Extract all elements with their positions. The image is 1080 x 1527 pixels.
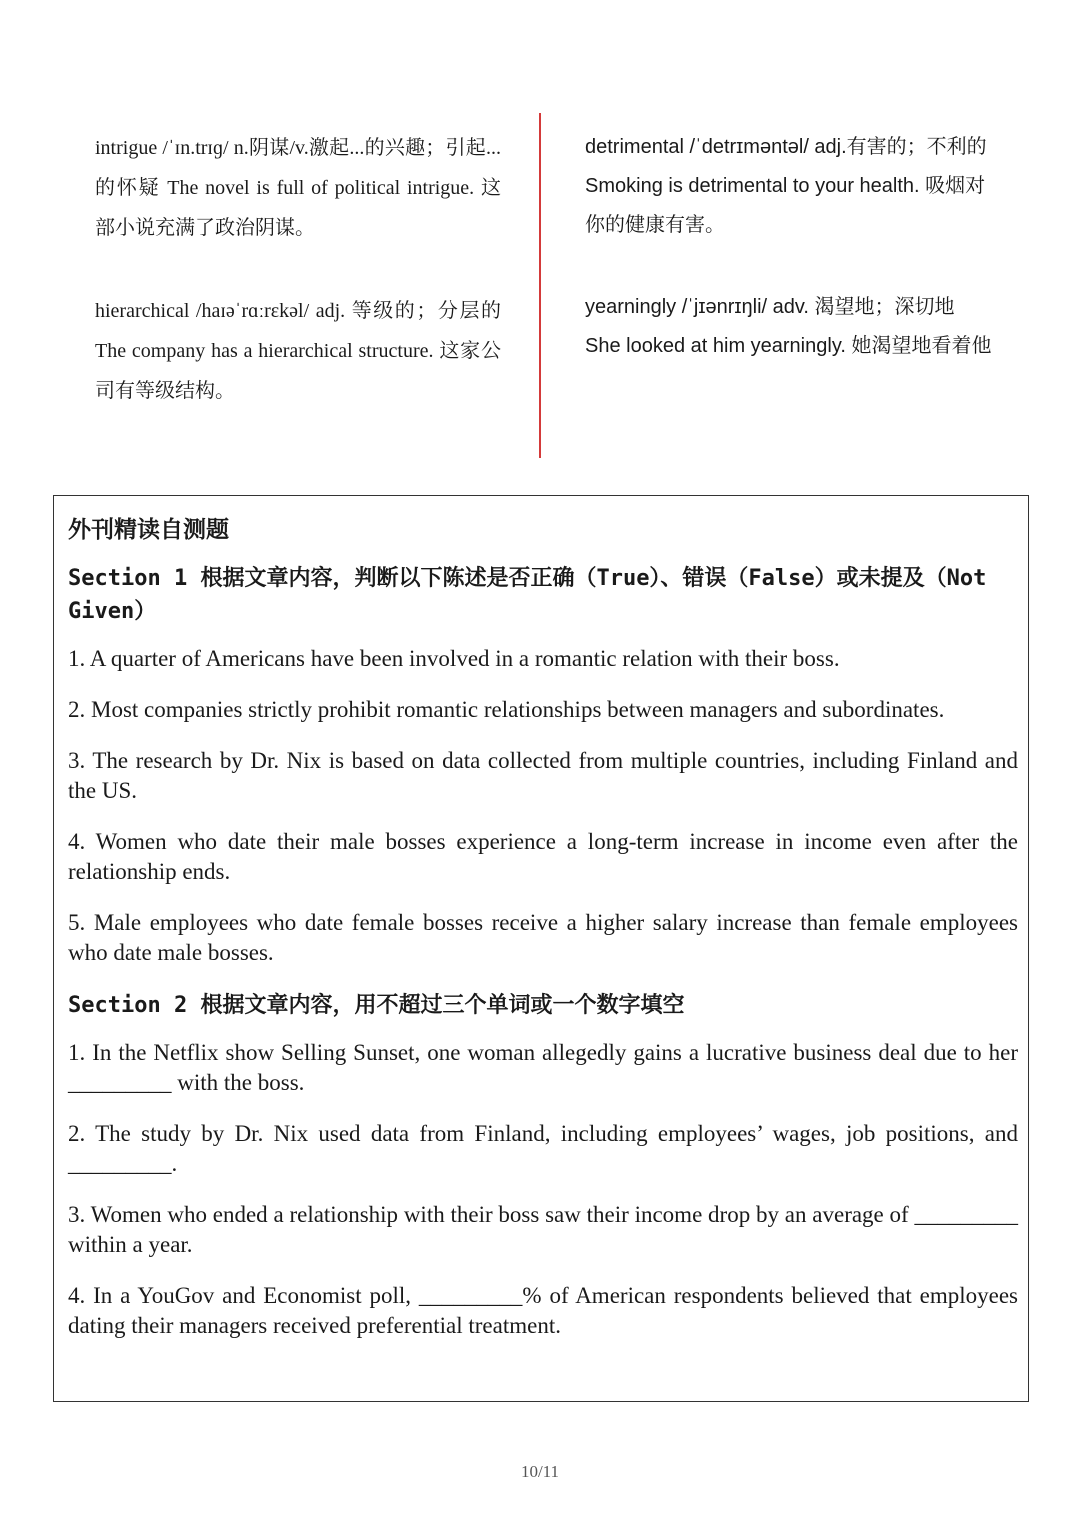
vocab-entry-yearningly: yearningly /ˈjɪənrɪŋli/ adv. 渴望地；深切地 She looked at him yearningly. 她渴望地看着他 — [585, 296, 992, 357]
page-number: 10/11 — [520, 1462, 560, 1481]
section2-heading: Section 2 根据文章内容，用不超过三个单词或一个数字填空 — [68, 993, 685, 1018]
column-divider — [539, 113, 541, 458]
section2-question: 1. In the Netflix show Selling Sunset, one woman allegedly gains a lucrative business deal due to her _________ with the boss. — [68, 1040, 1018, 1095]
vocab-entry-intrigue: intrigue /ˈɪn.trɪɡ/ n.阴谋/v.激起...的兴趣；引起...的怀疑 The novel is full of political intrigue. 这部小说充满了政治阴谋。 — [95, 137, 501, 239]
section1-question: 5. Male employees who date female bosses receive a higher salary increase than female employees who date male bosses. — [68, 910, 1018, 965]
section2-question: 2. The study by Dr. Nix used data from Finland, including employees’ wages, job positions, and _________. — [68, 1121, 1018, 1176]
section1-question: 1. A quarter of Americans have been involved in a romantic relation with their boss. — [68, 646, 840, 671]
vocab-entry-hierarchical: hierarchical /haɪəˈrɑːrɛkəl/ adj. 等级的；分层的 The company has a hierarchical structure. 这家公司有等级结构。 — [95, 300, 501, 402]
quiz-box — [53, 495, 1029, 1402]
quiz-title: 外刊精读自测题 — [68, 517, 229, 543]
section1-question: 4. Women who date their male bosses experience a long-term increase in income even after the relationship ends. — [68, 829, 1018, 884]
section1-question: 2. Most companies strictly prohibit romantic relationships between managers and subordinates. — [68, 697, 945, 722]
vocab-column-right — [585, 128, 993, 409]
vocab-column-left — [95, 128, 501, 454]
section1-heading: Section 1 根据文章内容，判断以下陈述是否正确（True）、错误（False）或未提及（Not Given） — [68, 566, 987, 624]
section2-question: 4. In a YouGov and Economist poll, _________% of American respondents believed that employees dating their managers received preferential treatment. — [68, 1283, 1018, 1338]
section2-question: 3. Women who ended a relationship with their boss saw their income drop by an average of _________ within a year. — [68, 1202, 1018, 1257]
section1-question: 3. The research by Dr. Nix is based on data collected from multiple countries, including Finland and the US. — [68, 748, 1018, 803]
vocab-entry-detrimental: detrimental /ˈdetrɪməntəl/ adj.有害的；不利的 Smoking is detrimental to your health. 吸烟对你的健康有害。 — [585, 136, 987, 236]
